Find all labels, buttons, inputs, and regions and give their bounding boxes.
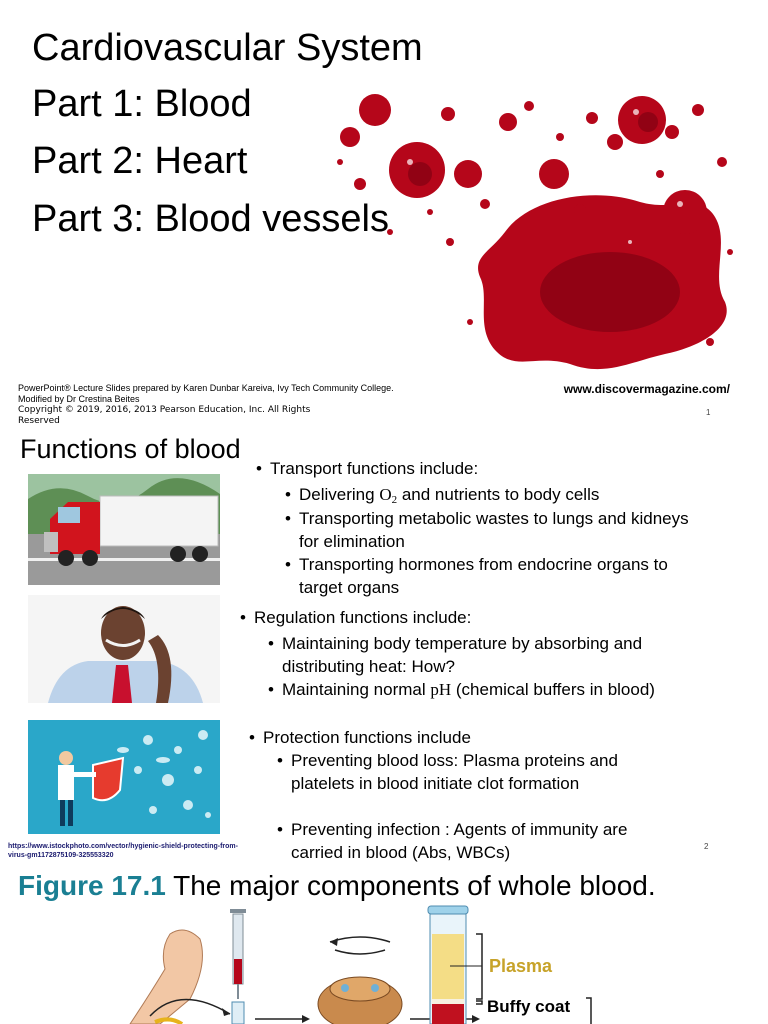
transport-item-3-line-2: target organs	[299, 578, 400, 597]
protection-item-1-line-1: Preventing blood loss: Plasma proteins and	[291, 751, 618, 770]
figure-caption: The major components of whole blood.	[173, 870, 656, 901]
protection-heading: • Protection functions include	[263, 728, 471, 748]
slide-3	[0, 864, 768, 1024]
transport-item-2-line-1: Transporting metabolic wastes to lungs and kidneys	[299, 509, 689, 528]
transport-item-1-post: and nutrients to body cells	[401, 485, 600, 504]
transport-item-1-pre: Delivering	[299, 485, 375, 504]
copyright-line-2: Reserved	[18, 416, 60, 426]
transport-item-3-line-1: Transporting hormones from endocrine organs to	[299, 555, 668, 574]
title-line-1: Cardiovascular System	[32, 27, 423, 69]
image-source-label: www.discovermagazine.com/	[563, 382, 730, 396]
slide-2	[0, 432, 768, 864]
figure-label: Figure 17.1	[18, 870, 166, 901]
regulation-item-2-pre: Maintaining normal	[282, 680, 426, 699]
o2-letter: O	[379, 485, 392, 504]
protection-item-2	[291, 818, 627, 864]
transport-item-2-line-2: for elimination	[299, 532, 405, 551]
regulation-item-2-post: (chemical buffers in blood)	[455, 680, 655, 699]
regulation-item-1	[282, 632, 642, 678]
ph-symbol: pH	[430, 680, 452, 699]
truck-photo	[28, 474, 220, 585]
o2-formula	[379, 485, 397, 504]
overheated-man-photo	[28, 595, 220, 703]
transport-item-3	[299, 553, 668, 599]
slide-1	[0, 0, 768, 432]
slide-title: Functions of blood	[20, 434, 241, 464]
image-reference-url	[8, 842, 238, 860]
title-line-4: Part 3: Blood vessels	[32, 198, 389, 240]
o2-subscript: 2	[391, 494, 398, 506]
shield-illustration	[28, 720, 220, 834]
protection-item-2-line-1: Preventing infection : Agents of immunity are	[291, 820, 628, 839]
ref-url-line-1: https://www.istockphoto.com/vector/hygienic-shield-protecting-from-	[8, 843, 238, 850]
transport-item-2	[299, 507, 689, 553]
page-number: 1	[706, 408, 711, 417]
credit-line-1: PowerPoint® Lecture Slides prepared by Karen Dunbar Kareiva, Ivy Tech Community College.	[18, 383, 394, 393]
plasma-label: Plasma	[489, 956, 553, 976]
regulation-heading: • Regulation functions include:	[254, 608, 471, 628]
regulation-item-1-line-2: distributing heat: How?	[282, 657, 455, 676]
page-number: 2	[704, 842, 709, 851]
protection-item-2-line-2: carried in blood (Abs, WBCs)	[291, 843, 511, 862]
protection-item-1	[291, 749, 618, 795]
figure-title	[18, 868, 656, 904]
blood-splatter-image	[330, 92, 740, 377]
ref-url-line-2: virus-gm1172875109-325553320	[8, 852, 114, 859]
buffy-coat-label: Buffy coat	[487, 997, 571, 1016]
protection-item-1-line-2: platelets in blood initiate clot formation	[291, 774, 580, 793]
title-line-2: Part 1: Blood	[32, 83, 252, 125]
regulation-item-1-line-1: Maintaining body temperature by absorbing and	[282, 634, 643, 653]
regulation-item-2	[282, 678, 655, 701]
copyright-line-1: Copyright © 2019, 2016, 2013 Pearson Education, Inc. All Rights	[18, 405, 311, 415]
title-line-3: Part 2: Heart	[32, 140, 248, 182]
credit-line-2: Modified by Dr Crestina Beites	[18, 394, 140, 404]
transport-heading: • Transport functions include:	[270, 459, 478, 479]
